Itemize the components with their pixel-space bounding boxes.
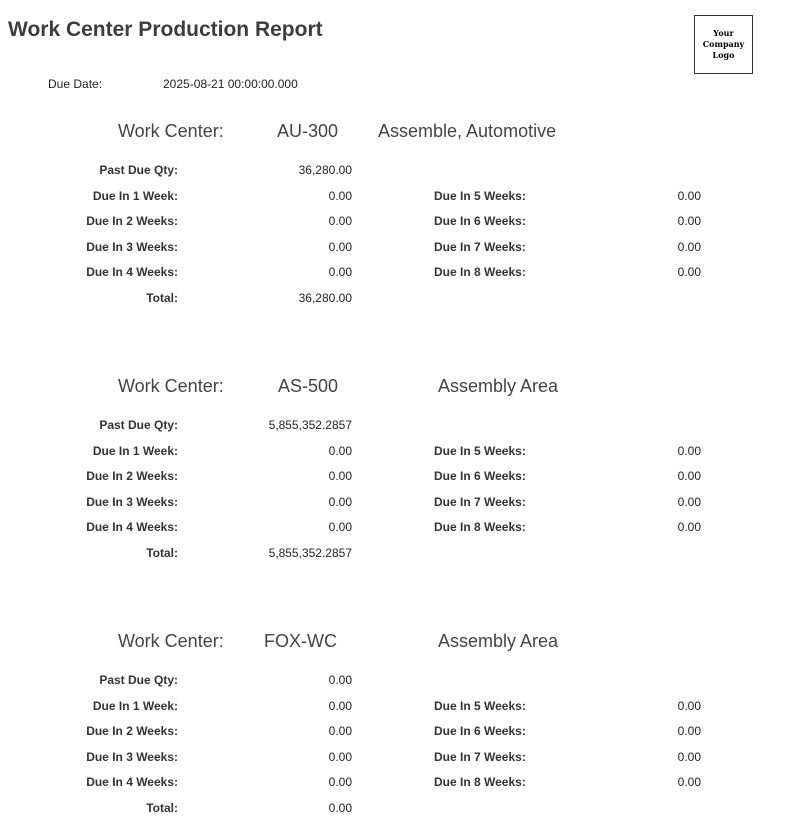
week-1-label: Due In 1 Week:: [92, 444, 178, 458]
week-4-label: Due In 4 Weeks:: [86, 775, 178, 789]
week-3-label: Due In 3 Weeks:: [86, 750, 178, 764]
week-1-value: 0.00: [328, 189, 352, 203]
week-1-value: 0.00: [328, 699, 352, 713]
company-logo: [694, 15, 753, 74]
week-7-label: Due In 7 Weeks:: [434, 495, 526, 509]
week-4-value: 0.00: [328, 520, 352, 534]
past-due-value: 36,280.00: [298, 163, 352, 177]
work-center-label: Work Center:: [118, 376, 224, 396]
past-due-value: 0.00: [328, 673, 352, 687]
week-3-value: 0.00: [328, 495, 352, 509]
week-8-value: 0.00: [677, 775, 701, 789]
past-due-label: Past Due Qty:: [99, 673, 178, 687]
total-label: Total:: [146, 546, 178, 560]
work-center-description: Assemble, Automotive: [378, 121, 557, 141]
total-label: Total:: [146, 291, 178, 305]
week-4-label: Due In 4 Weeks:: [86, 520, 178, 534]
past-due-label: Past Due Qty:: [99, 418, 178, 432]
week-8-label: Due In 8 Weeks:: [434, 520, 526, 534]
week-7-value: 0.00: [677, 240, 701, 254]
week-1-label: Due In 1 Week:: [92, 189, 178, 203]
week-2-label: Due In 2 Weeks:: [86, 469, 178, 483]
week-8-value: 0.00: [677, 265, 701, 279]
due-date-value: 2025-08-21 00:00:00.000: [163, 77, 298, 91]
week-5-value: 0.00: [677, 699, 701, 713]
week-6-value: 0.00: [677, 214, 701, 228]
work-center-section: [0, 121, 788, 321]
due-date-label: Due Date:: [48, 77, 103, 91]
work-center-section: [0, 376, 788, 576]
work-center-code: FOX-WC: [264, 631, 337, 651]
week-6-label: Due In 6 Weeks:: [434, 724, 526, 738]
week-6-value: 0.00: [677, 724, 701, 738]
week-4-value: 0.00: [328, 775, 352, 789]
week-6-value: 0.00: [677, 469, 701, 483]
week-3-value: 0.00: [328, 750, 352, 764]
week-2-value: 0.00: [328, 469, 352, 483]
work-center-code: AU-300: [277, 121, 339, 141]
work-center-label: Work Center:: [118, 631, 224, 651]
week-7-value: 0.00: [677, 750, 701, 764]
work-center-label: Work Center:: [118, 121, 224, 141]
past-due-value: 5,855,352.2857: [268, 418, 352, 432]
total-value: 0.00: [328, 801, 352, 815]
week-8-label: Due In 8 Weeks:: [434, 775, 526, 789]
week-5-value: 0.00: [677, 444, 701, 458]
week-2-label: Due In 2 Weeks:: [86, 724, 178, 738]
week-8-label: Due In 8 Weeks:: [434, 265, 526, 279]
week-4-value: 0.00: [328, 265, 352, 279]
week-1-label: Due In 1 Week:: [92, 699, 178, 713]
week-4-label: Due In 4 Weeks:: [86, 265, 178, 279]
work-center-description: Assembly Area: [438, 376, 559, 396]
total-value: 5,855,352.2857: [268, 546, 352, 560]
work-center-section: [0, 631, 788, 831]
week-7-value: 0.00: [677, 495, 701, 509]
week-7-label: Due In 7 Weeks:: [434, 240, 526, 254]
week-6-label: Due In 6 Weeks:: [434, 469, 526, 483]
week-1-value: 0.00: [328, 444, 352, 458]
week-5-value: 0.00: [677, 189, 701, 203]
work-center-code: AS-500: [278, 376, 339, 396]
week-6-label: Due In 6 Weeks:: [434, 214, 526, 228]
week-5-label: Due In 5 Weeks:: [434, 444, 526, 458]
past-due-label: Past Due Qty:: [99, 163, 178, 177]
logo-line-3: Logo: [712, 50, 735, 60]
work-center-description: Assembly Area: [438, 631, 559, 651]
logo-line-2: Company: [702, 39, 745, 49]
logo-line-1: Your: [713, 28, 734, 38]
week-3-label: Due In 3 Weeks:: [86, 240, 178, 254]
total-label: Total:: [146, 801, 178, 815]
week-3-label: Due In 3 Weeks:: [86, 495, 178, 509]
total-value: 36,280.00: [298, 291, 352, 305]
week-5-label: Due In 5 Weeks:: [434, 699, 526, 713]
week-2-value: 0.00: [328, 214, 352, 228]
report-title: Work Center Production Report: [8, 18, 323, 41]
week-8-value: 0.00: [677, 520, 701, 534]
week-2-label: Due In 2 Weeks:: [86, 214, 178, 228]
week-5-label: Due In 5 Weeks:: [434, 189, 526, 203]
week-7-label: Due In 7 Weeks:: [434, 750, 526, 764]
week-2-value: 0.00: [328, 724, 352, 738]
week-3-value: 0.00: [328, 240, 352, 254]
